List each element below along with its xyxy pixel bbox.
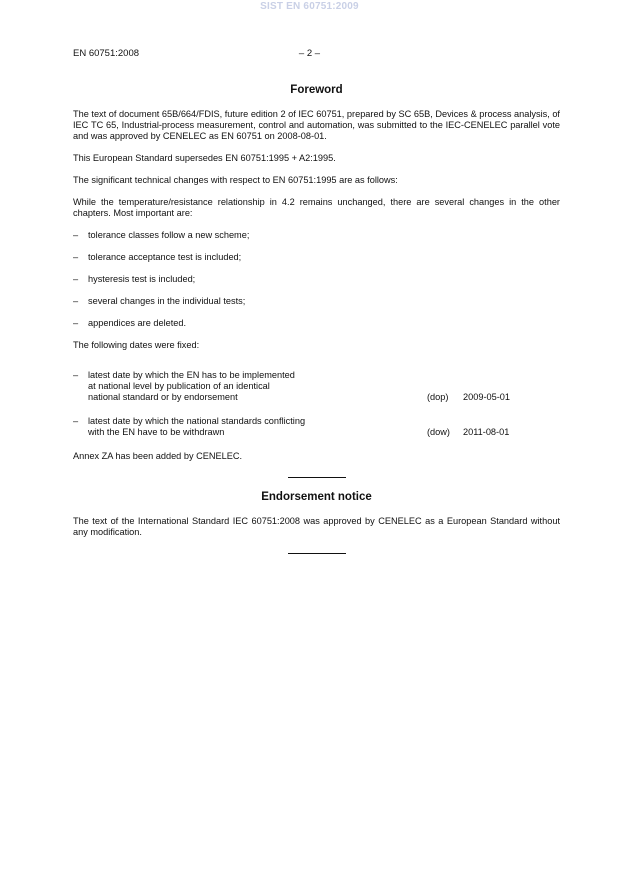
document-content [73,83,560,566]
list-dash: – [73,230,79,240]
change-list-item [73,318,560,329]
change-list-text: hysteresis test is included; [88,274,196,284]
date-value: 2011-08-01 [463,427,510,437]
section-divider [288,477,346,478]
watermark: SIST EN 60751:2009 [260,1,359,12]
section-divider [288,553,346,554]
list-dash: – [73,252,79,262]
foreword-title: Foreword [290,84,343,96]
header-standard-number: EN 60751:2008 [73,48,140,59]
list-dash: – [73,416,79,426]
change-list-item [73,230,560,241]
annex-note: Annex ZA has been added by CENELEC. [73,451,243,461]
date-row-dop [73,370,560,403]
change-list-text: several changes in the individual tests; [88,296,246,306]
date-value: 2009-05-01 [463,392,510,402]
list-dash: – [73,296,79,306]
supersedes-paragraph: This European Standard supersedes EN 60751:1995 + A2:1995. [73,153,336,163]
date-description: latest date by which the national standards conflicting with the EN have to be withdrawn [88,416,306,437]
change-list-text: appendices are deleted. [88,318,187,328]
list-dash: – [73,318,79,328]
header-page-number: – 2 – [298,48,321,59]
list-dash: – [73,370,79,380]
endorsement-text: The text of the International Standard IEC 60751:2008 was approved by CENELEC as a European Standard without any modification. [73,516,560,537]
change-list-item [73,252,560,263]
date-code: (dow) [427,427,450,437]
list-dash: – [73,274,79,284]
change-list-item [73,296,560,307]
changes-intro-paragraph: The significant technical changes with respect to EN 60751:1995 are as follows: [73,175,398,185]
date-row-dow [73,416,560,438]
changes-detail-paragraph: While the temperature/resistance relationship in 4.2 remains unchanged, there are several changes in the other chapters. Most important are: [73,197,560,218]
change-list-text: tolerance classes follow a new scheme; [88,230,250,240]
foreword-paragraph: The text of document 65B/664/FDIS, future edition 2 of IEC 60751, prepared by SC 65B, Devices & process analysis, of IEC TC 65, Industrial-process measurement, control and automation, was submitted to the IEC-CENELEC parallel vote and was approved by CENELEC as EN 60751 on 2008-08-01. [73,109,560,141]
change-list-item [73,274,560,285]
change-list-text: tolerance acceptance test is included; [88,252,242,262]
endorsement-title: Endorsement notice [261,491,372,503]
date-description: latest date by which the EN has to be implemented at national level by publication of an identical national standard or by endorsement [88,370,295,402]
date-code: (dop) [427,392,449,402]
dates-intro: The following dates were fixed: [73,340,200,350]
